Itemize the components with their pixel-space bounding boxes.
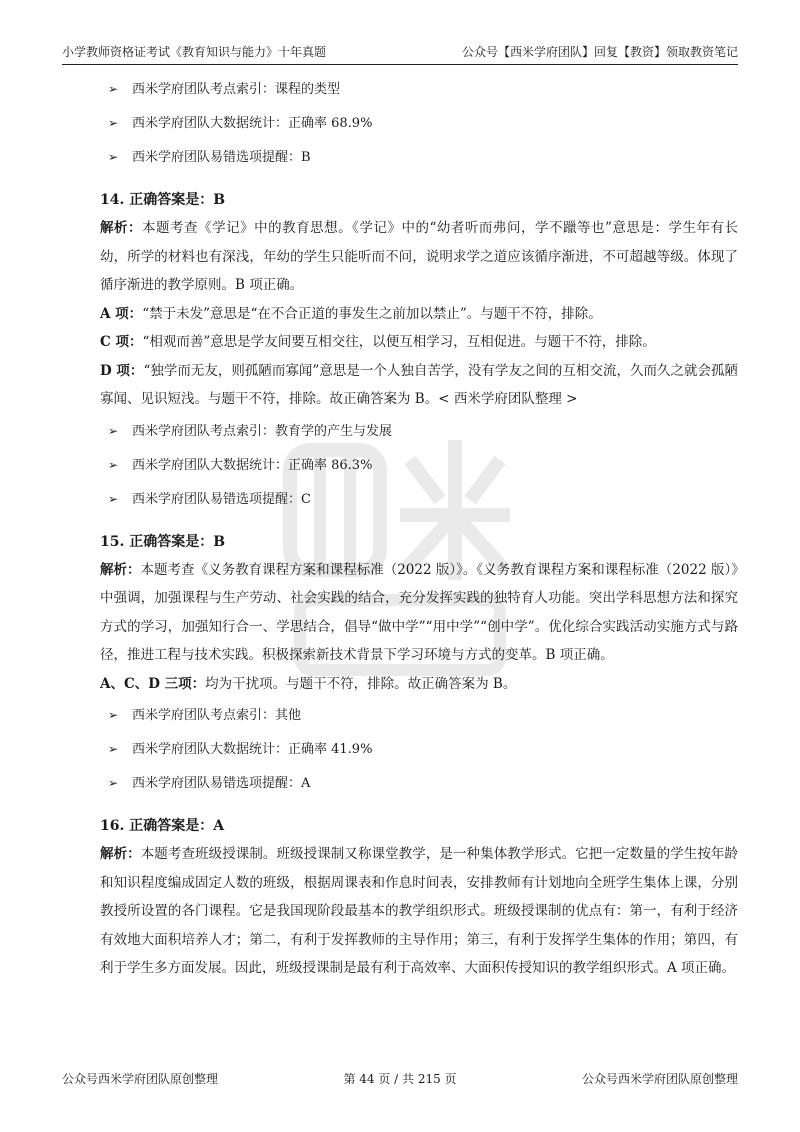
list-item: ➢ 西米学府团队易错选项提醒：B xyxy=(108,140,738,174)
footer-left-note: 公众号西米学府团队原创整理 xyxy=(62,1071,219,1086)
footer-right-note: 公众号西米学府团队原创整理 xyxy=(581,1071,738,1086)
question-14-option-d: D 项：“独学而无友，则孤陋而寡闻”意思是一个人独自苦学，没有学友之间的互相交流，久而久之就会孤陋寡闻、见识短浅。与题干不符，排除。故正确答案为 B。< 西米学府团队整理 > xyxy=(100,362,738,407)
arrow-bullet-icon: ➢ xyxy=(108,457,119,472)
list-item: ➢ 西米学府团队易错选项提醒：C xyxy=(108,482,738,516)
arrow-bullet-icon: ➢ xyxy=(108,82,119,96)
question-14-answer: 14. 正确答案是：B xyxy=(100,192,226,208)
header-right-note: 公众号【西米学府团队】回复【教资】领取教资笔记 xyxy=(461,45,738,59)
question-16-analysis: 解析：本题考查班级授课制。班级授课制又称课堂教学，是一种集体教学形式。它把一定数量的学生按年龄和知识程度编成固定人数的班级，根据周课表和作息时间表，安排教师有计划地向全班学生集体上课，分别教授所设置的各门课程。它是我国现阶段最基本的教学组织形式。班级授课制的优点有：第一，有利于经济有效地大面积培养人才；第二，有利于发挥教师的主导作用；第三，有利于发挥学生集体的作用；第四，有利于学生多方面发展。因此，班级授课制是最有利于高效率、大面积传授知识的教学组织形式。A 项正确。 xyxy=(100,846,739,976)
list-item: ➢ 西米学府团队易错选项提醒：A xyxy=(108,766,738,800)
list-item: ➢ 西米学府团队考点索引：课程的类型 xyxy=(108,72,738,106)
arrow-bullet-icon: ➢ xyxy=(108,150,119,164)
list-item: ➢ 西米学府团队大数据统计：正确率 68.9% xyxy=(108,106,738,140)
page-content xyxy=(100,72,738,983)
question-14-option-a: A 项：“禁于未发”意思是“在不合正道的事发生之前加以禁止”。与题干不符，排除。 xyxy=(100,305,602,322)
page-number: 第 44 页 / 共 215 页 xyxy=(343,1071,457,1086)
arrow-bullet-icon: ➢ xyxy=(108,423,119,438)
header-left-title: 小学教师资格证考试《教育知识与能力》十年真题 xyxy=(62,45,327,59)
list-item: ➢ 西米学府团队大数据统计：正确率 86.3% xyxy=(108,448,738,482)
arrow-bullet-icon: ➢ xyxy=(108,708,119,722)
list-item: ➢ 西米学府团队考点索引：其他 xyxy=(108,698,738,732)
question-14-analysis: 解析：本题考查《学记》中的教育思想。《学记》中的“幼者听而弗问，学不躐等也”意思是：学生年有长幼，所学的材料也有深浅，年幼的学生只能听而不问，说明求学之道应该循序渐进，不可超越等级。体现了循序渐进的教学原则。B 项正确。 xyxy=(100,220,738,293)
arrow-bullet-icon: ➢ xyxy=(108,116,119,130)
question-15-answer: 15. 正确答案是：B xyxy=(100,533,226,550)
question-16-answer: 16. 正确答案是：A xyxy=(100,818,225,834)
arrow-bullet-icon: ➢ xyxy=(108,742,119,756)
question-14-option-c: C 项：“相观而善”意思是学友间要互相交往，以便互相学习，互相促进。与题干不符，排除。 xyxy=(100,334,656,350)
page-header xyxy=(62,38,738,65)
page-footer xyxy=(62,1068,738,1088)
arrow-bullet-icon: ➢ xyxy=(108,491,119,506)
list-item: ➢ 西米学府团队大数据统计：正确率 41.9% xyxy=(108,732,738,766)
question-15-analysis: 解析：本题考查《义务教育课程方案和课程标准（2022 版）》。《义务教育课程方案和课程标准（2022 版）》中强调，加强课程与生产劳动、社会实践的结合，充分发挥实践的独特育人功能。突出学科思想方法和探究方式的学习，加强知行合一、学思结合，倡导“做中学”“用中学”“创中学”。优化综合实践活动实施方式与路径，推进工程与技术实践。积极探索新技术背景下学习环境与方式的变革。B 项正确。 xyxy=(100,561,738,663)
question-15-options-acd: A、C、D 三项：均为干扰项。与题干不符，排除。故正确答案为 B。 xyxy=(100,675,517,692)
list-item: ➢ 西米学府团队考点索引：教育学的产生与发展 xyxy=(108,414,738,448)
arrow-bullet-icon: ➢ xyxy=(108,776,119,790)
